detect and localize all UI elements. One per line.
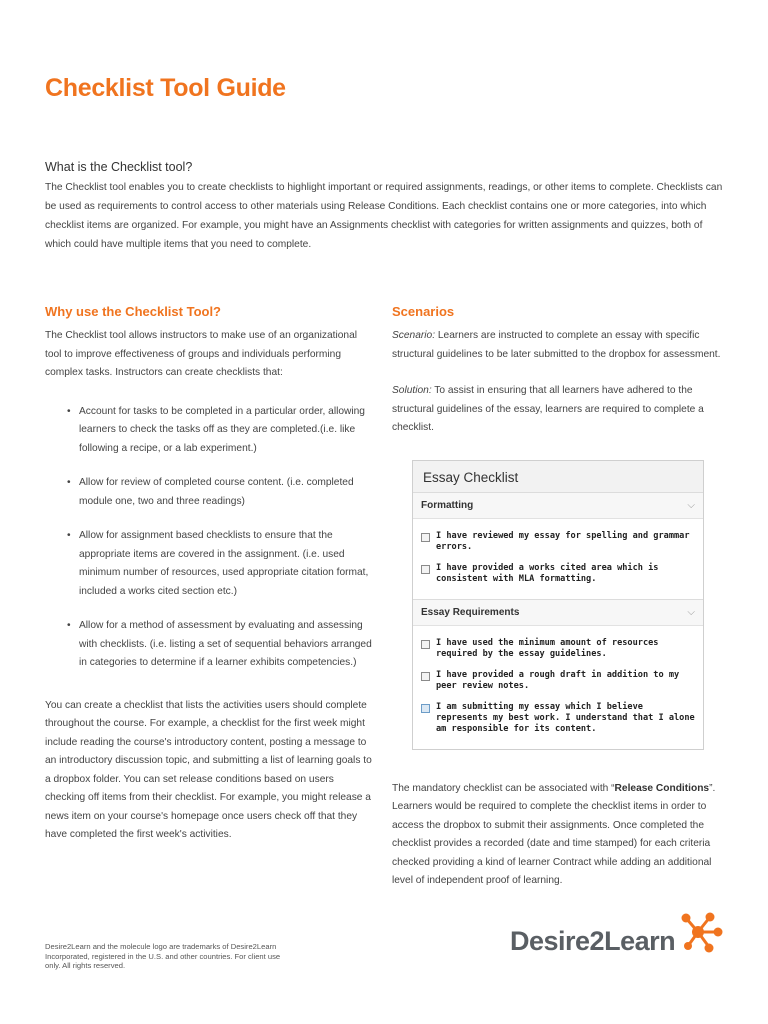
list-item-text: Allow for assignment based checklists to ensure that the appropriate items are covered in the assignment. (i.e. used minimum number of resources, used appropriate citation format, included a works cited section etc.) bbox=[79, 530, 369, 597]
why-closing: You can create a checklist that lists the activities users should complete throughout the course. For example, a checklist for the first week might include reading the course's introductory content, posting a message to an introductory discussion topic, and submitting a list of learning goals to a dropbox folder. You can set release conditions based on users checking off items from their checklist. For example, you might release a news item on your course's homepage once users check off that they have completed the first week's activities. bbox=[45, 699, 372, 840]
checklist-item bbox=[421, 638, 695, 660]
paragraph-text: The mandatory checklist can be associated with “ bbox=[392, 782, 615, 794]
checklist-item-text: I am submitting my essay which I believe represents my best work. I understand that I alone am responsible for its content. bbox=[436, 701, 695, 734]
molecule-logo-icon bbox=[676, 908, 726, 958]
why-intro: The Checklist tool allows instructors to make use of an organizational tool to improve effectiveness of groups and individuals performing complex tasks. Instructors can create checklists that: bbox=[45, 330, 358, 378]
trademark-notice: Desire2Learn and the molecule logo are trademarks of Desire2Learn Incorporated, registered in the U.S. and other countries. For client use only. All rights reserved. bbox=[45, 942, 281, 970]
scenarios-heading: Scenarios bbox=[392, 304, 455, 319]
list-item-text: Allow for review of completed course content. (i.e. completed module one, two and three readings) bbox=[79, 477, 354, 507]
bullet-icon: • bbox=[67, 405, 71, 417]
checklist-category-formatting bbox=[413, 493, 703, 600]
category-name: Essay Requirements bbox=[421, 606, 520, 618]
chevron-down-icon[interactable]: ⌵ bbox=[687, 606, 695, 618]
paragraph-text: ”. Learners would be required to complete the checklist items in order to access the dropbox to submit their assignments. Once completed the checklist provides a recorded (date and time stamped) for each criteria checked providing a kind of learner Contract while adding an additional level of independent proof of learning. bbox=[392, 782, 716, 886]
why-section bbox=[45, 304, 373, 845]
chevron-down-icon[interactable]: ⌵ bbox=[687, 499, 695, 511]
checklist-item-text: I have used the minimum amount of resources required by the essay guidelines. bbox=[436, 637, 659, 659]
scenario-text: Learners are instructed to complete an essay with specific structural guidelines to be later submitted to the dropbox for assessment. bbox=[392, 330, 721, 360]
desire2learn-logo bbox=[510, 908, 725, 964]
scenarios-section bbox=[392, 304, 722, 891]
checklist-category-essay-requirements bbox=[413, 600, 703, 749]
logo-text: Desire2Learn bbox=[510, 926, 676, 956]
bullet-icon: • bbox=[67, 477, 71, 488]
checklist-item bbox=[421, 702, 695, 735]
checklist-item-text: I have provided a works cited area which is consistent with MLA formatting. bbox=[436, 562, 659, 584]
category-items bbox=[413, 626, 703, 749]
category-header[interactable] bbox=[413, 600, 703, 626]
why-bullet-list bbox=[45, 403, 373, 673]
checklist-item bbox=[421, 670, 695, 692]
page-title: Checklist Tool Guide bbox=[45, 74, 286, 102]
bullet-icon: • bbox=[67, 530, 71, 541]
category-name: Formatting bbox=[421, 499, 474, 511]
scenario-paragraph bbox=[392, 327, 722, 364]
category-header[interactable] bbox=[413, 493, 703, 519]
scenario-label: Scenario: bbox=[392, 330, 436, 341]
checklist-item bbox=[421, 531, 695, 553]
checkbox[interactable] bbox=[421, 533, 430, 542]
essay-checklist-screenshot bbox=[412, 460, 704, 750]
checklist-item bbox=[421, 563, 695, 585]
checkbox[interactable] bbox=[421, 640, 430, 649]
list-item bbox=[67, 474, 373, 511]
checklist-item-text: I have provided a rough draft in addition to my peer review notes. bbox=[436, 669, 680, 691]
solution-label: Solution: bbox=[392, 385, 432, 396]
list-item-text: Account for tasks to be completed in a particular order, allowing learners to check the tasks off as they are completed.(i.e. like following a recipe, or a lab experiment.) bbox=[79, 405, 365, 454]
why-heading: Why use the Checklist Tool? bbox=[45, 304, 222, 319]
checklist-title: Essay Checklist bbox=[413, 461, 703, 493]
category-items bbox=[413, 519, 703, 599]
checkbox[interactable] bbox=[421, 672, 430, 681]
solution-paragraph bbox=[392, 382, 722, 438]
list-item bbox=[67, 617, 373, 673]
release-conditions-term: Release Conditions bbox=[614, 782, 710, 794]
intro-heading: What is the Checklist tool? bbox=[45, 160, 193, 174]
list-item bbox=[67, 527, 373, 601]
bullet-icon: • bbox=[67, 620, 71, 631]
checklist-item-text: I have reviewed my essay for spelling and grammar errors. bbox=[436, 530, 690, 552]
checkbox[interactable] bbox=[421, 565, 430, 574]
list-item-text: Allow for a method of assessment by evaluating and assessing with checklists. (i.e. listing a set of sequential behaviors arranged in categories to determine if a learner exhibits competencies.) bbox=[79, 620, 372, 668]
release-conditions-paragraph bbox=[392, 780, 722, 891]
checkbox[interactable] bbox=[421, 704, 430, 713]
list-item bbox=[67, 403, 373, 459]
solution-text: To assist in ensuring that all learners have adhered to the structural guidelines of the essay, learners are required to complete a checklist. bbox=[392, 385, 704, 433]
intro-body: The Checklist tool enables you to create checklists to highlight important or required assignments, readings, or other items to complete. Checklists can be used as requirements to control access to other materials using Release Conditions. Each checklist contains one or more categories, into which checklist items are organized. For example, you might have an Assignments checklist with categories for written assignments and quizzes, both of which could have multiple items that you need to complete. bbox=[45, 182, 723, 250]
intro-section bbox=[45, 160, 725, 254]
